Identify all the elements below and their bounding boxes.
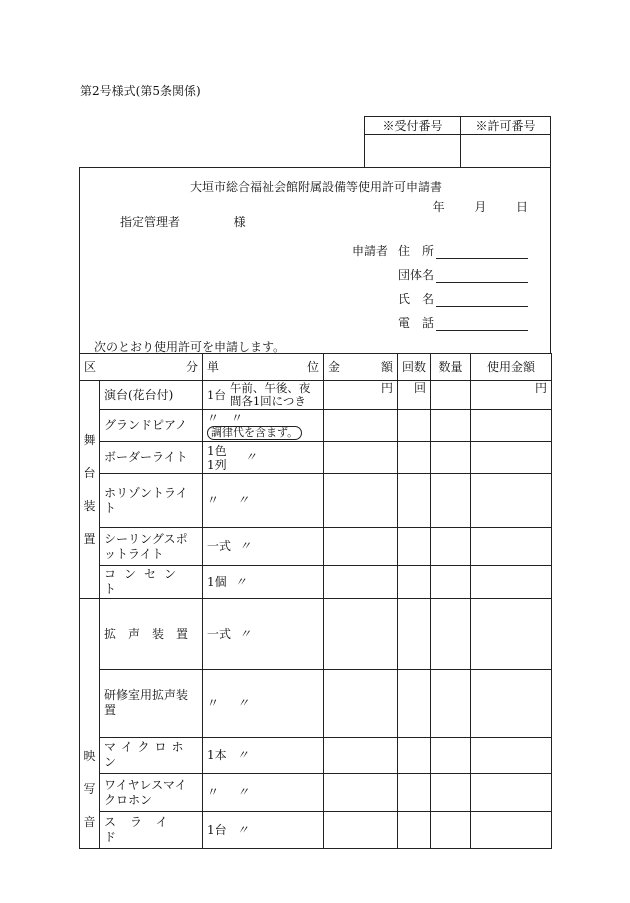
table-row [80, 528, 552, 566]
fee-cell[interactable] [471, 737, 552, 774]
header-times: 回数 [398, 354, 431, 381]
permit-number-field[interactable] [461, 135, 551, 168]
qty-cell[interactable] [431, 528, 471, 566]
header-unit: 単 位 [203, 354, 324, 381]
amount-cell[interactable] [324, 528, 398, 566]
item-horizont-light: ホリゾントライト [100, 474, 203, 528]
qty-cell[interactable] [431, 599, 471, 670]
header-fee: 使用金額 [471, 354, 552, 381]
address-label: 住 所 [398, 244, 435, 258]
fee-table [79, 353, 552, 849]
qty-cell[interactable] [431, 737, 471, 774]
phone-label: 電 話 [398, 316, 435, 330]
fee-cell[interactable] [471, 566, 552, 599]
times-cell[interactable] [398, 599, 431, 670]
header-amount: 金 額 [324, 354, 398, 381]
table-row [80, 410, 552, 442]
unit-pa-system: 一式 〃 [203, 599, 324, 670]
applicant-label: 申請者 [352, 244, 389, 258]
qty-cell[interactable] [431, 812, 471, 849]
unit-training-room-pa: 〃 〃 [203, 670, 324, 738]
unit-border-light: 1色 1列〃 [203, 442, 324, 474]
amount-cell[interactable] [324, 812, 398, 849]
table-row [80, 381, 552, 410]
date-year: 年 [432, 200, 445, 214]
header-quantity: 数量 [431, 354, 471, 381]
amount-cell[interactable] [324, 599, 398, 670]
item-microphone: マイクロホン [100, 737, 203, 774]
unit-horizont-light: 〃 〃 [203, 474, 324, 528]
received-number-field[interactable] [365, 135, 461, 168]
amount-cell[interactable] [324, 442, 398, 474]
name-field[interactable] [436, 293, 528, 307]
name-label: 氏 名 [398, 292, 435, 306]
tuning-note: 調律代を含まず。 [207, 426, 302, 440]
addressee [120, 213, 246, 230]
unit-ceiling-spotlight: 一式 〃 [203, 528, 324, 566]
table-row [80, 566, 552, 599]
fee-cell[interactable] [471, 410, 552, 442]
table-row [80, 737, 552, 774]
table-row [80, 599, 552, 670]
amount-cell[interactable] [324, 670, 398, 738]
amount-cell[interactable] [324, 774, 398, 812]
table-header [80, 354, 552, 381]
table-row [80, 442, 552, 474]
table-row [80, 774, 552, 812]
table-row [80, 812, 552, 849]
times-lectern: 回 [398, 381, 431, 410]
fee-cell[interactable] [471, 812, 552, 849]
unit-grand-piano: 〃 〃 調律代を含まず。 [203, 410, 324, 442]
qty-cell[interactable] [431, 670, 471, 738]
fee-lectern: 円 [471, 381, 552, 410]
qty-cell[interactable] [431, 410, 471, 442]
qty-cell[interactable] [431, 442, 471, 474]
group-field[interactable] [436, 269, 528, 283]
group-row [398, 266, 528, 283]
fee-cell[interactable] [471, 774, 552, 812]
fee-cell[interactable] [471, 599, 552, 670]
phone-row [398, 314, 528, 331]
address-row [398, 242, 528, 259]
times-cell[interactable] [398, 670, 431, 738]
times-cell[interactable] [398, 774, 431, 812]
times-cell[interactable] [398, 410, 431, 442]
addressee-label: 指定管理者 [120, 215, 181, 229]
header-category: 区 分 [80, 354, 203, 381]
receipt-box [364, 116, 551, 168]
name-row [398, 290, 528, 307]
fee-cell[interactable] [471, 442, 552, 474]
form-title: 大垣市総合福祉会館附属設備等使用許可申請書 [189, 180, 442, 194]
item-lectern: 演台(花台付) [100, 381, 203, 410]
qty-cell[interactable] [431, 774, 471, 812]
date-day: 日 [515, 200, 528, 214]
group-label: 団体名 [398, 268, 435, 282]
times-cell[interactable] [398, 737, 431, 774]
unit-wireless-mic: 〃 〃 [203, 774, 324, 812]
qty-cell[interactable] [431, 566, 471, 599]
group-stage-equipment: 舞 台 装 置 [80, 381, 100, 599]
times-cell[interactable] [398, 442, 431, 474]
amount-cell[interactable] [324, 410, 398, 442]
amount-cell[interactable] [324, 737, 398, 774]
request-text: 次のとおり使用許可を申請します。 [94, 340, 286, 354]
item-border-light: ボーダーライト [100, 442, 203, 474]
received-number-label: ※受付番号 [365, 117, 461, 135]
amount-cell[interactable] [324, 566, 398, 599]
table-row [80, 474, 552, 528]
item-ceiling-spotlight: シーリングスポットライト [100, 528, 203, 566]
addressee-honorific: 様 [233, 215, 246, 229]
qty-lectern[interactable] [431, 381, 471, 410]
unit-lectern: 1台 午前、午後、夜間各1回につき [203, 381, 324, 410]
address-field[interactable] [436, 245, 528, 259]
table-row [80, 670, 552, 738]
times-cell[interactable] [398, 528, 431, 566]
item-training-room-pa: 研修室用拡声装置 [100, 670, 203, 738]
group-audio-visual: 映 写 音 [80, 599, 100, 849]
fee-cell[interactable] [471, 528, 552, 566]
item-slide: スライド [100, 812, 203, 849]
unit-outlet: 1個 〃 [203, 566, 324, 599]
amount-lectern: 円 [324, 381, 398, 410]
unit-slide: 1台 〃 [203, 812, 324, 849]
item-wireless-mic: ワイヤレスマイクロホン [100, 774, 203, 812]
fee-cell[interactable] [471, 670, 552, 738]
unit-microphone: 1本 〃 [203, 737, 324, 774]
item-grand-piano: グランドピアノ [100, 410, 203, 442]
date-line [433, 198, 528, 215]
form-number: 第2号様式(第5条関係) [80, 84, 201, 98]
times-cell[interactable] [398, 812, 431, 849]
times-cell[interactable] [398, 566, 431, 599]
amount-cell[interactable] [324, 474, 398, 528]
date-month: 月 [474, 200, 487, 214]
qty-cell[interactable] [431, 474, 471, 528]
item-pa-system: 拡 声 装 置 [100, 599, 203, 670]
phone-field[interactable] [436, 317, 528, 331]
times-cell[interactable] [398, 474, 431, 528]
permit-number-label: ※許可番号 [461, 117, 551, 135]
item-outlet: コンセント [100, 566, 203, 599]
fee-cell[interactable] [471, 474, 552, 528]
application-header [79, 167, 551, 353]
